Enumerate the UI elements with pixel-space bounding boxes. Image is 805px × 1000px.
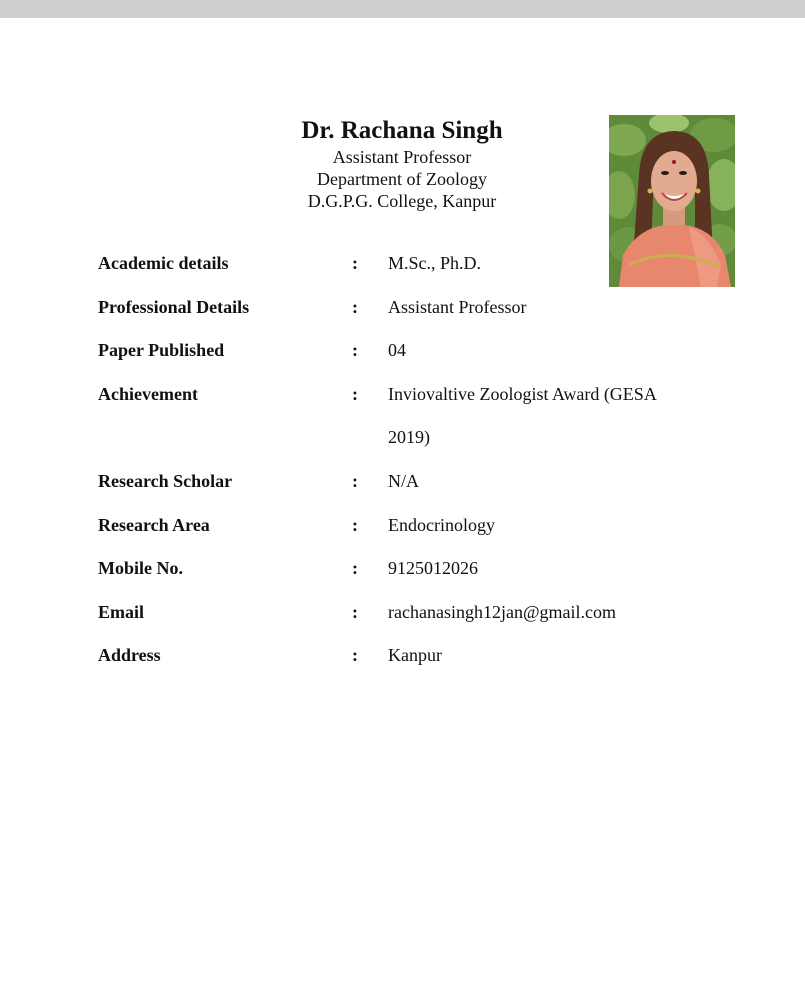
detail-row-research-area [98, 504, 738, 548]
detail-separator: : [352, 296, 358, 317]
detail-row-email [98, 591, 738, 635]
detail-value: M.Sc., Ph.D. [388, 253, 482, 273]
detail-value: 9125012026 [388, 558, 478, 579]
detail-separator: : [352, 470, 358, 491]
profile-college: D.G.P.G. College, Kanpur [307, 191, 497, 211]
detail-row-mobile [98, 547, 738, 591]
detail-row-professional [98, 286, 738, 330]
detail-row-papers [98, 329, 738, 373]
detail-separator: : [352, 645, 358, 666]
profile-department: Department of Zoology [317, 169, 487, 189]
profile-name: Dr. Rachana Singh [301, 117, 503, 144]
detail-label: Achievement [98, 383, 198, 404]
detail-separator: : [352, 340, 358, 361]
detail-separator: : [352, 558, 358, 579]
detail-row-achievement [98, 373, 738, 460]
detail-separator: : [352, 601, 358, 622]
detail-label: Professional Details [98, 296, 250, 317]
detail-value: Assistant Professor [388, 296, 527, 317]
detail-value: rachanasingh12jan@gmail.com [388, 601, 617, 622]
detail-label: Research Scholar [98, 470, 233, 491]
detail-row-research-scholar [98, 460, 738, 504]
details-table [98, 242, 738, 678]
detail-separator: : [352, 383, 358, 404]
detail-value: N/A [388, 470, 419, 491]
detail-value-line: 2019) [388, 427, 430, 448]
profile-header [200, 116, 604, 212]
detail-value-line: Inviovaltive Zoologist Award (GESA [388, 383, 657, 404]
detail-separator: : [352, 253, 358, 273]
detail-value [388, 373, 688, 460]
detail-row-address [98, 634, 738, 678]
detail-value: Endocrinology [388, 514, 495, 535]
detail-label: Research Area [98, 514, 210, 535]
detail-label: Address [98, 645, 161, 666]
detail-label: Mobile No. [98, 558, 183, 579]
top-bar [0, 0, 805, 18]
detail-separator: : [352, 514, 358, 535]
detail-label: Paper Published [98, 340, 225, 361]
detail-label: Academic details [98, 253, 229, 273]
detail-value: 04 [388, 340, 406, 361]
detail-label: Email [98, 601, 145, 622]
detail-value: Kanpur [388, 645, 442, 666]
profile-designation: Assistant Professor [332, 147, 472, 167]
detail-row-academic [98, 242, 738, 286]
